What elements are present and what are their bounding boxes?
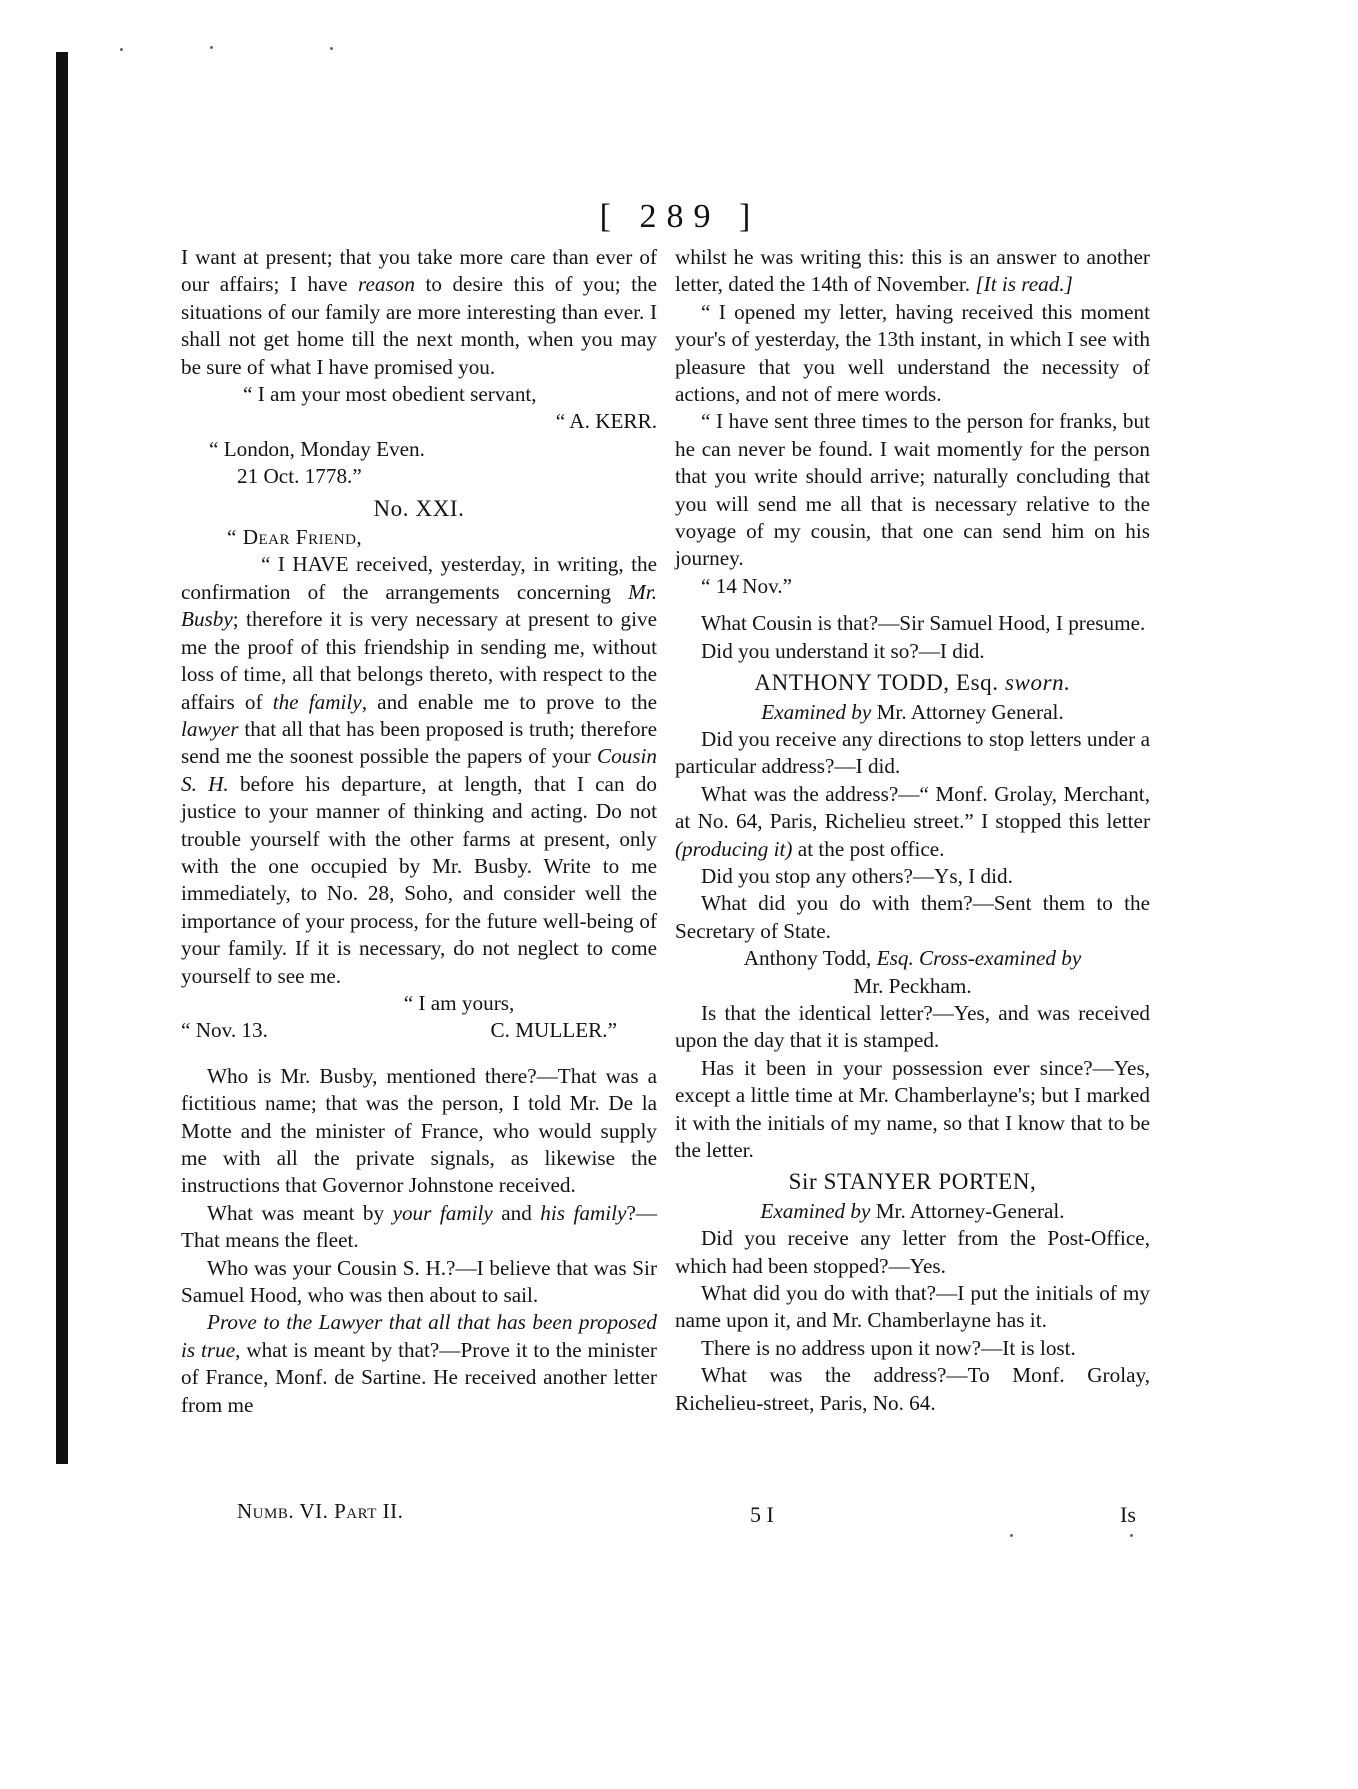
letter-date: “ 14 Nov.” [701,573,792,598]
letter-body: “ I opened my letter, having received this moment your's of yesterday, the 13th instant, in which I see with pleasure that you well understand the necessity of actions, and not of mere words. [675,299,1150,407]
paragraph: whilst he was writing this: this is an answer to another letter, dated the 14th of November. [It is read.] [675,245,1150,297]
letter-date: 21 Oct. 1778.” [237,464,362,489]
scan-speck [330,47,333,50]
testimony-paragraph: Did you receive any letter from the Post-Office, which had been stopped?—Yes. [675,1226,1150,1278]
testimony-paragraph: There is no address upon it now?—It is lost. [701,1335,1076,1360]
examination-note: Mr. Peckham. [853,973,972,998]
scan-speck [1130,1534,1133,1537]
testimony-paragraph: What Cousin is that?—Sir Samuel Hood, I presume. [701,611,1146,636]
right-column [675,244,1150,1417]
testimony-paragraph: Who is Mr. Busby, mentioned there?—That was a fictitious name; that was the person, I told Mr. De la Motte and the minister of France, who would supply me with all the private signals, as likewise the instructions that Governor Johnstone received. [181,1063,657,1198]
testimony-paragraph: Prove to the Lawyer that all that has been proposed is true, what is meant by that?—Prove it to the minister of France, Monf. de Sartine. He received another letter from me [181,1310,657,1417]
scan-speck [120,48,123,51]
footer-part-label: Numb. VI. Part II. [237,1499,404,1523]
footer-catchword: Is [1120,1502,1136,1527]
testimony-paragraph: What was the address?—To Monf. Grolay, Richelieu-street, Paris, No. 64. [675,1363,1150,1415]
testimony-paragraph: What was the address?—“ Monf. Grolay, Merchant, at No. 64, Paris, Richelieu street.” I stopped this letter (producing it) at the post office. [675,781,1150,861]
letter-closing: “ I am yours, [403,990,515,1015]
witness-heading: Sir STANYER PORTEN, [788,1169,1037,1195]
testimony-paragraph: Did you receive any directions to stop letters under a particular address?—I did. [675,726,1150,779]
left-column [181,244,657,1419]
letter-number-heading: No. XXI. [373,495,465,521]
letter-date: “ Nov. 13. [181,1018,268,1043]
letter-closing: “ I am your most obedient servant, [243,382,537,407]
letter-signature-row [181,1017,657,1044]
testimony-paragraph: Did you stop any others?—Ys, I did. [701,863,1013,888]
scan-speck [1010,1534,1013,1537]
binding-edge [56,52,68,1464]
testimony-paragraph: What did you do with them?—Sent them to the Secretary of State. [675,891,1150,943]
scan-speck [210,46,213,49]
testimony-paragraph: Has it been in your possession ever since?—Yes, except a little time at Mr. Chamberlayne's; but I marked it with the initials of my name, so that I know that to be the letter. [675,1055,1150,1162]
testimony-paragraph: Did you understand it so?—I did. [701,638,985,663]
page-number: [ 289 ] [599,198,761,235]
examination-note: Examined by Mr. Attorney-General. [760,1198,1065,1223]
letter-signature: “ A. KERR. [555,409,657,434]
examination-note: Anthony Todd, Esq. Cross-examined by [743,946,1082,971]
testimony-paragraph: Who was your Cousin S. H.?—I believe that was Sir Samuel Hood, who was then about to sail. [181,1255,657,1308]
paragraph: I want at present; that you take more care than ever of our affairs; I have reason to desire this of you; the situations of our family are more interesting than ever. I shall not get home till the next month, when you may be sure of what I have promised you. [181,245,657,379]
testimony-paragraph: What did you do with that?—I put the initials of my name upon it, and Mr. Chamberlayne has it. [675,1281,1150,1333]
testimony-paragraph: Is that the identical letter?—Yes, and was received upon the day that it is stamped. [675,1000,1150,1053]
letter-body: “ I HAVE received, yesterday, in writing, the confirmation of the arrangements concerning Mr. Busby; therefore it is very necessary at present to give me the proof of this friendship in sending me, without loss of time, all that belongs thereto, with respect to the affairs of the family, and enable me to prove to the lawyer that all that has been proposed is truth; therefore send me the soonest possible the papers of your Cousin S. H. before his departure, at length, that I can do justice to your manner of thinking and acting. Do not trouble yourself with the other farms at present, only with the one occupied by Mr. Busby. Write to me immediately, to No. 28, Soho, and consider well the importance of your process, for the future well-being of your family. If it is necessary, do not neglect to come yourself to see me. [181,552,658,988]
letter-salutation: “ Dear Friend, [227,525,363,550]
letter-signature: C. MULLER.” [490,1018,617,1043]
testimony-paragraph: What was meant by your family and his family?—That means the fleet. [181,1200,658,1253]
letter-body: “ I have sent three times to the person for franks, but he can never be found. I wait momently for the person that you write should arrive; naturally concluding that you will send me all that is necessary relative to the voyage of my cousin, that one can send him on his journey. [675,409,1150,571]
examination-note: Examined by Mr. Attorney General. [761,699,1064,724]
footer-signature-mark: 5 I [750,1502,774,1527]
witness-heading: ANTHONY TODD, Esq. sworn. [754,670,1071,696]
letter-place: “ London, Monday Even. [209,436,425,461]
